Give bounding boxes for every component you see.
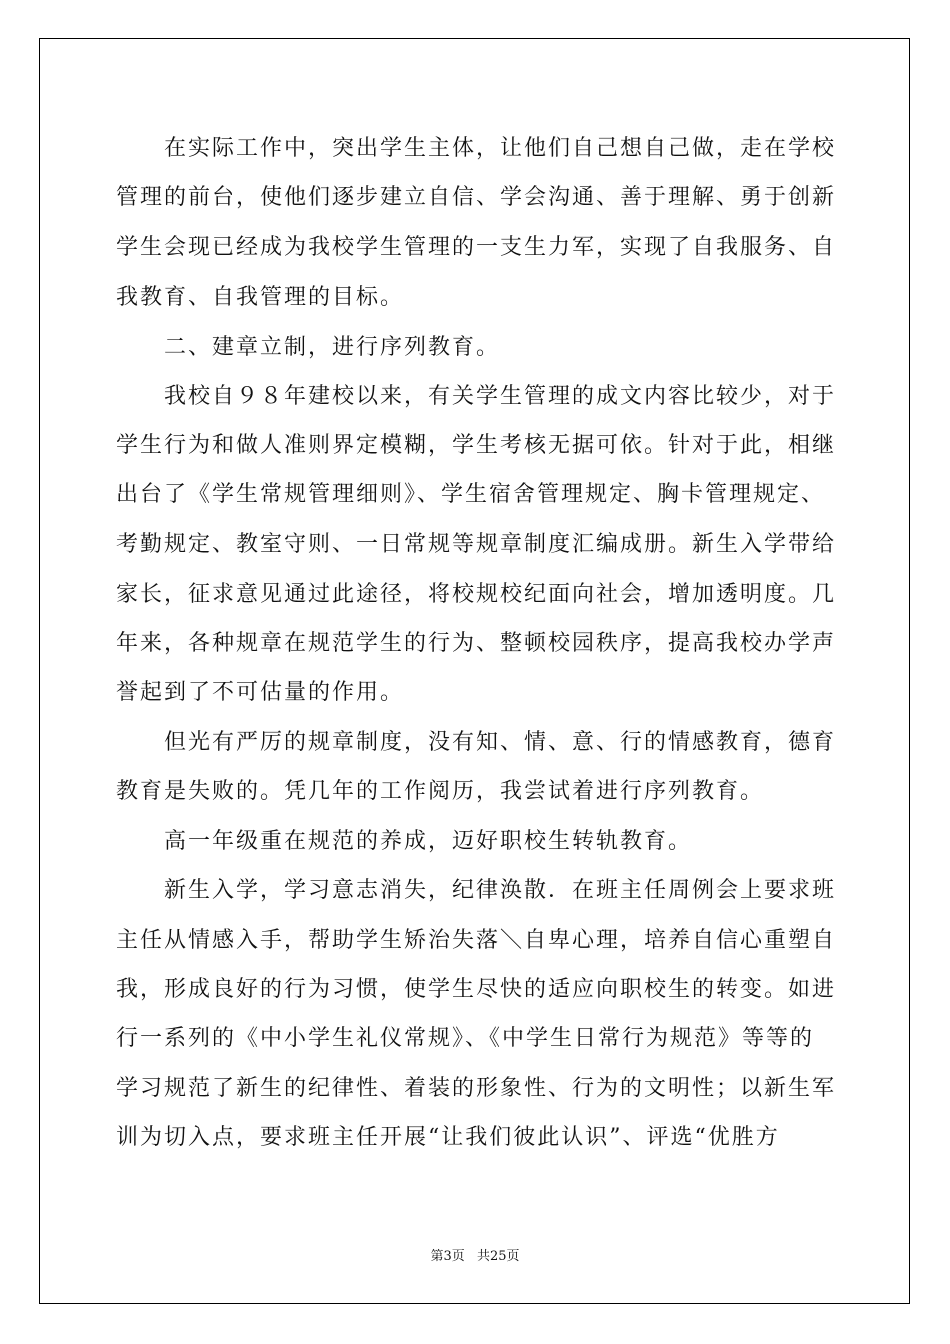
text-line: 训为切入点，要求班主任开展“让我们彼此认识”、评选“优胜方 xyxy=(116,1125,780,1150)
text-line: 学习规范了新生的纪律性、着装的形象性、行为的文明性；以新生军 xyxy=(116,1076,837,1101)
text-line: 管理的前台，使他们逐步建立自信、学会沟通、善于理解、勇于创新 xyxy=(116,185,837,210)
text-line: 学生会现已经成为我校学生管理的一支生力军，实现了自我服务、自 xyxy=(116,235,837,260)
text-line: 我教育、自我管理的目标。 xyxy=(116,285,405,310)
text-line: 但光有严厉的规章制度，没有知、情、意、行的情感教育，德育 xyxy=(164,730,837,755)
page-number: 第3页 xyxy=(430,1249,465,1264)
text-line: 在实际工作中，突出学生主体，让他们自己想自己做，走在学校 xyxy=(164,136,837,161)
text-line: 高一年级重在规范的养成，迈好职校生转轨教育。 xyxy=(164,829,693,854)
text-line: 主任从情感入手，帮助学生矫治失落＼自卑心理，培养自信心重塑自 xyxy=(116,928,837,953)
page-border xyxy=(39,38,910,1304)
text-line: 我，形成良好的行为习惯，使学生尽快的适应向职校生的转变。如进 xyxy=(116,977,837,1002)
text-line: 教育是失败的。凭几年的工作阅历，我尝试着进行序列教育。 xyxy=(116,779,765,804)
text-line: 新生入学，学习意志消失，纪律涣散．在班主任周例会上要求班 xyxy=(164,878,837,903)
section-heading: 二、建章立制，进行序列教育。 xyxy=(164,335,501,360)
page-total: 共25页 xyxy=(476,1249,520,1264)
text-line: 行一系列的《中小学生礼仪常规》、《中学生日常行为规范》等等的 xyxy=(116,1026,815,1051)
page-footer xyxy=(0,1245,950,1264)
text-line: 我校自９８年建校以来，有关学生管理的成文内容比较少，对于 xyxy=(164,384,837,409)
text-line: 出台了《学生常规管理细则》、学生宿舍管理规定、胸卡管理规定、 xyxy=(116,482,826,507)
text-line: 学生行为和做人准则界定模糊，学生考核无据可依。针对于此，相继 xyxy=(116,433,837,458)
text-line: 誉起到了不可估量的作用。 xyxy=(116,680,405,705)
text-line: 考勤规定、教室守则、一日常规等规章制度汇编成册。新生入学带给 xyxy=(116,532,837,557)
text-line: 年来，各种规章在规范学生的行为、整顿校园秩序，提高我校办学声 xyxy=(116,631,837,656)
text-line: 家长，征求意见通过此途径，将校规校纪面向社会，增加透明度。几 xyxy=(116,582,837,607)
